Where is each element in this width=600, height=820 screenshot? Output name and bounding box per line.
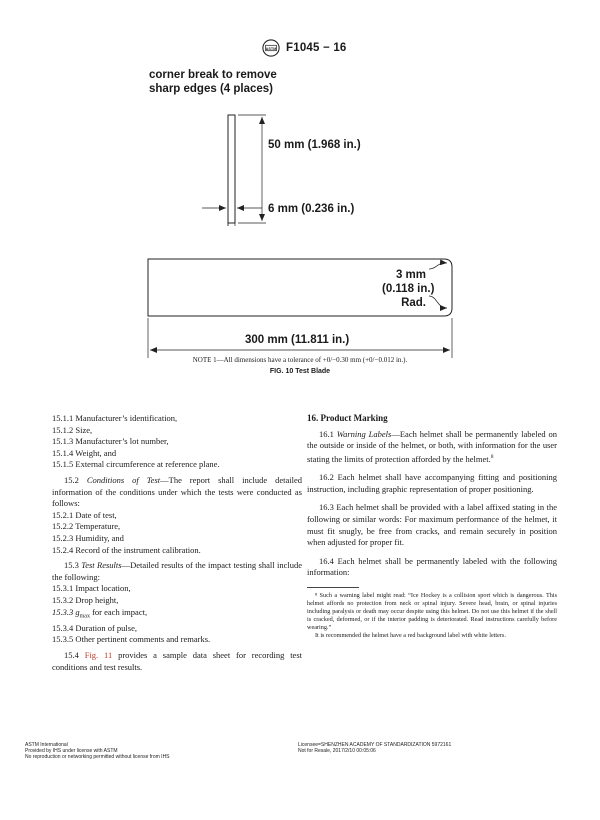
list-item: 15.3.5 Other pertinent comments and remarks. [52, 634, 211, 645]
astm-logo-icon [262, 39, 280, 57]
section-15-2: 15.2 Conditions of Test—The report shall include detailed information of the conditions under which the tests were conducted as follows: [52, 474, 302, 509]
blade-side-view [228, 115, 235, 223]
radius-dimension-label: 3 mm (0.118 in.) Rad. [382, 269, 435, 309]
list-item: 15.1.4 Weight, and [52, 447, 117, 458]
document-id: F1045 − 16 [286, 42, 347, 54]
footnote-8: ⁸ Such a warning label might read: “Ice Hockey is a collision sport which is dangerous. This helmet affords no protection from neck or spinal injury. Severe head, brain, or spinal injuries including paralysis or death may occur despite using this helmet. Do not use this helmet if the shell is cracked, deformed, or if the interior padding is deteriorated. Read instructions carefully before wearing.” [307, 591, 557, 632]
width-dimension-label: 6 mm (0.236 in.) [268, 203, 355, 215]
left-column [52, 413, 302, 673]
radius-leader-top [429, 263, 447, 269]
footer-license-left: ASTM International Provided by IHS under license with ASTM No reproduction or networking permitted without license from IHS [25, 742, 170, 760]
section-15-3: 15.3 Test Results—Detailed results of the impact testing shall include the following: [52, 560, 302, 582]
section-heading: 16. Product Marking [307, 413, 388, 423]
list-item: 15.3.4 Duration of pulse, [52, 622, 137, 633]
list-item: 15.3.3 $g_{max}$ for each impact, [52, 606, 148, 620]
length-dimension-label: 50 mm (1.968 in.) [268, 139, 361, 151]
section-16-4: 16.4 Each helmet shall be permanently labeled with the following information: [307, 555, 557, 578]
list-item: 15.1.5 External circumference at reference plane. [52, 459, 220, 470]
list-item: 15.3.1 Impact location, [52, 583, 131, 594]
list-item: 15.2.2 Temperature, [52, 521, 121, 532]
test-blade-figure [0, 60, 600, 390]
fig-11-link[interactable]: Fig. 11 [84, 649, 113, 660]
footnote-8-continued: It is recommended the helmet have a red background label with white letters. [315, 632, 506, 640]
figure-caption: FIG. 10 Test Blade [269, 368, 331, 375]
footnote-ref[interactable]: 8 [490, 453, 494, 460]
list-item: 15.1.3 Manufacturer’s lot number, [52, 436, 169, 447]
list-item: 15.2.4 Record of the instrument calibration. [52, 544, 201, 555]
footnote-divider [307, 587, 359, 588]
list-item: 15.2.1 Date of test, [52, 509, 117, 520]
logo-text: ASTM [265, 46, 277, 51]
list-item: 15.1.2 Size, [52, 424, 93, 435]
right-column [307, 413, 557, 641]
list-item: 15.3.2 Drop height, [52, 594, 119, 605]
section-16-3: 16.3 Each helmet shall be provided with a label affixed stating in the following or similar words: For maximum performance of the helmet, it must fit snugly, be free from cracks, and remain securely in position when adjusted for proper fit. [307, 502, 557, 548]
section-16-2: 16.2 Each helmet shall have accompanying fitting and positioning instruction, including graphic representation of proper positioning. [307, 472, 557, 494]
section-16-1: 16.1 Warning Labels—Each helmet shall be permanently labeled on the outside or inside of the helmet, or both, with information for the user stating the limits of protection afforded by the helmet.$^8$ [307, 428, 558, 464]
list-item: 15.1.1 Manufacturer’s identification, [52, 413, 178, 423]
section-15-4: 15.4 Fig. 11 provides a sample data sheet for recording test conditions and test results. [52, 649, 302, 672]
overall-length-label: 300 mm (11.811 in.) [245, 334, 350, 346]
footer-license-right: Licensee=SHENZHEN ACADEMY OF STANDARDIZATION 5972161 Not for Resale, 2017/2/10 00:05:06 [298, 742, 452, 754]
list-item: 15.2.3 Humidity, and [52, 532, 124, 543]
radius-leader-bottom [429, 296, 447, 308]
corner-break-label: corner break to remove sharp edges (4 places) [149, 69, 277, 95]
page-header [262, 38, 347, 58]
figure-note: NOTE 1—All dimensions have a tolerance of +0/−0.30 mm (+0/−0.012 in.). [192, 356, 408, 364]
